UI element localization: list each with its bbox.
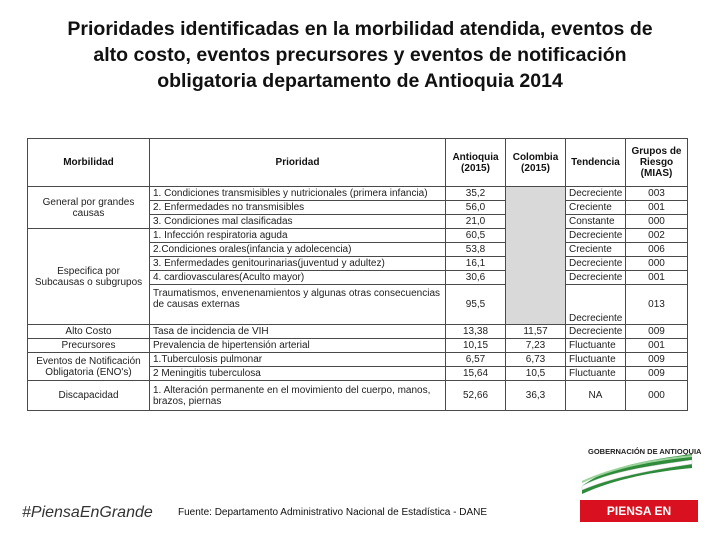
cell-antioquia: 30,6 (446, 271, 506, 285)
cell-grupo: 001 (626, 271, 688, 285)
cell-antioquia: 60,5 (446, 229, 506, 243)
cell-prioridad: 2 Meningitis tuberculosa (150, 367, 446, 381)
cell-prioridad: 2.Condiciones orales(infancia y adolecencia) (150, 243, 446, 257)
table-row (28, 187, 688, 201)
gobernacion-flag-logo (578, 446, 696, 494)
cell-prioridad: 2. Enfermedades no transmisibles (150, 201, 446, 215)
cell-colombia: 6,73 (506, 353, 566, 367)
cell-grupo: 006 (626, 243, 688, 257)
cell-colombia: 11,57 (506, 325, 566, 339)
header-grupos: Grupos de Riesgo (MIAS) (626, 139, 688, 187)
cell-tendencia: Decreciente (566, 271, 626, 285)
group-alto-costo: Alto Costo (28, 325, 150, 339)
cell-colombia: 7,23 (506, 339, 566, 353)
table-row (28, 325, 688, 339)
cell-grupo: 001 (626, 201, 688, 215)
cell-grupo: 013 (626, 285, 688, 325)
cell-antioquia: 95,5 (446, 285, 506, 325)
group-general: General por grandes causas (28, 187, 150, 229)
title-line-3: obligatoria departamento de Antioquia 2014 (157, 70, 563, 92)
cell-colombia: 10,5 (506, 367, 566, 381)
cell-grupo: 003 (626, 187, 688, 201)
gobernacion-logo-text: GOBERNACIÓN DE ANTIOQUIA (588, 447, 702, 456)
cell-grupo: 000 (626, 257, 688, 271)
cell-tendencia: Fluctuante (566, 339, 626, 353)
cell-tendencia: Fluctuante (566, 367, 626, 381)
table-row (28, 353, 688, 367)
title-line-2: alto costo, eventos precursores y eventos de notificación (93, 44, 627, 66)
cell-grupo: 009 (626, 353, 688, 367)
table-row (28, 381, 688, 411)
cell-tendencia: Creciente (566, 201, 626, 215)
table-row (28, 339, 688, 353)
cell-tendencia: Decreciente (566, 285, 626, 325)
cell-prioridad: Prevalencia de hipertensión arterial (150, 339, 446, 353)
cell-tendencia: Decreciente (566, 187, 626, 201)
group-discapacidad: Discapacidad (28, 381, 150, 411)
cell-tendencia: Constante (566, 215, 626, 229)
cell-grupo: 000 (626, 381, 688, 411)
cell-grupo: 000 (626, 215, 688, 229)
table-header-row (28, 139, 688, 187)
group-precursores: Precursores (28, 339, 150, 353)
cell-tendencia: Creciente (566, 243, 626, 257)
cell-tendencia: Decreciente (566, 257, 626, 271)
cell-prioridad: 3. Condiciones mal clasificadas (150, 215, 446, 229)
cell-tendencia: Decreciente (566, 325, 626, 339)
cell-prioridad: Traumatismos, envenenamientos y algunas otras consecuencias de causas externas (150, 285, 446, 325)
cell-antioquia: 6,57 (446, 353, 506, 367)
cell-colombia-empty (506, 187, 566, 325)
cell-tendencia: Fluctuante (566, 353, 626, 367)
cell-prioridad: Tasa de incidencia de VIH (150, 325, 446, 339)
group-especifica: Especifica por Subcausas o subgrupos (28, 229, 150, 325)
cell-grupo: 002 (626, 229, 688, 243)
source-note: Fuente: Departamento Administrativo Nacional de Estadística - DANE (178, 507, 488, 518)
cell-colombia: 36,3 (506, 381, 566, 411)
cell-antioquia: 21,0 (446, 215, 506, 229)
header-prioridad: Prioridad (150, 139, 446, 187)
group-eno: Eventos de Notificación Obligatoria (ENO's) (28, 353, 150, 381)
cell-antioquia: 35,2 (446, 187, 506, 201)
cell-antioquia: 15,64 (446, 367, 506, 381)
header-morbilidad: Morbilidad (28, 139, 150, 187)
cell-grupo: 009 (626, 325, 688, 339)
cell-prioridad: 3. Enfermedades genitourinarias(juventud y adultez) (150, 257, 446, 271)
cell-prioridad: 1. Alteración permanente en el movimiento del cuerpo, manos, brazos, piernas (150, 381, 446, 411)
cell-prioridad: 1. Condiciones transmisibles y nutricionales (primera infancia) (150, 187, 446, 201)
piensa-en-grande-badge: PIENSA EN GRANDE (580, 500, 698, 522)
cell-antioquia: 13,38 (446, 325, 506, 339)
cell-prioridad: 1. Infección respiratoria aguda (150, 229, 446, 243)
cell-antioquia: 53,8 (446, 243, 506, 257)
cell-antioquia: 56,0 (446, 201, 506, 215)
cell-tendencia: Decreciente (566, 229, 626, 243)
title-line-1: Prioridades identificadas en la morbilidad atendida, eventos de (67, 18, 653, 40)
cell-prioridad: 4. cardiovasculares(Aculto mayor) (150, 271, 446, 285)
header-tendencia: Tendencia (566, 139, 626, 187)
header-colombia: Colombia (2015) (506, 139, 566, 187)
hashtag: #PiensaEnGrande (22, 504, 153, 521)
slide-title (20, 16, 700, 94)
cell-antioquia: 16,1 (446, 257, 506, 271)
header-antioquia: Antioquia (2015) (446, 139, 506, 187)
cell-grupo: 001 (626, 339, 688, 353)
cell-prioridad: 1.Tuberculosis pulmonar (150, 353, 446, 367)
priorities-table (27, 138, 688, 411)
table-row (28, 229, 688, 243)
cell-grupo: 009 (626, 367, 688, 381)
cell-antioquia: 52,66 (446, 381, 506, 411)
cell-antioquia: 10,15 (446, 339, 506, 353)
cell-tendencia: NA (566, 381, 626, 411)
